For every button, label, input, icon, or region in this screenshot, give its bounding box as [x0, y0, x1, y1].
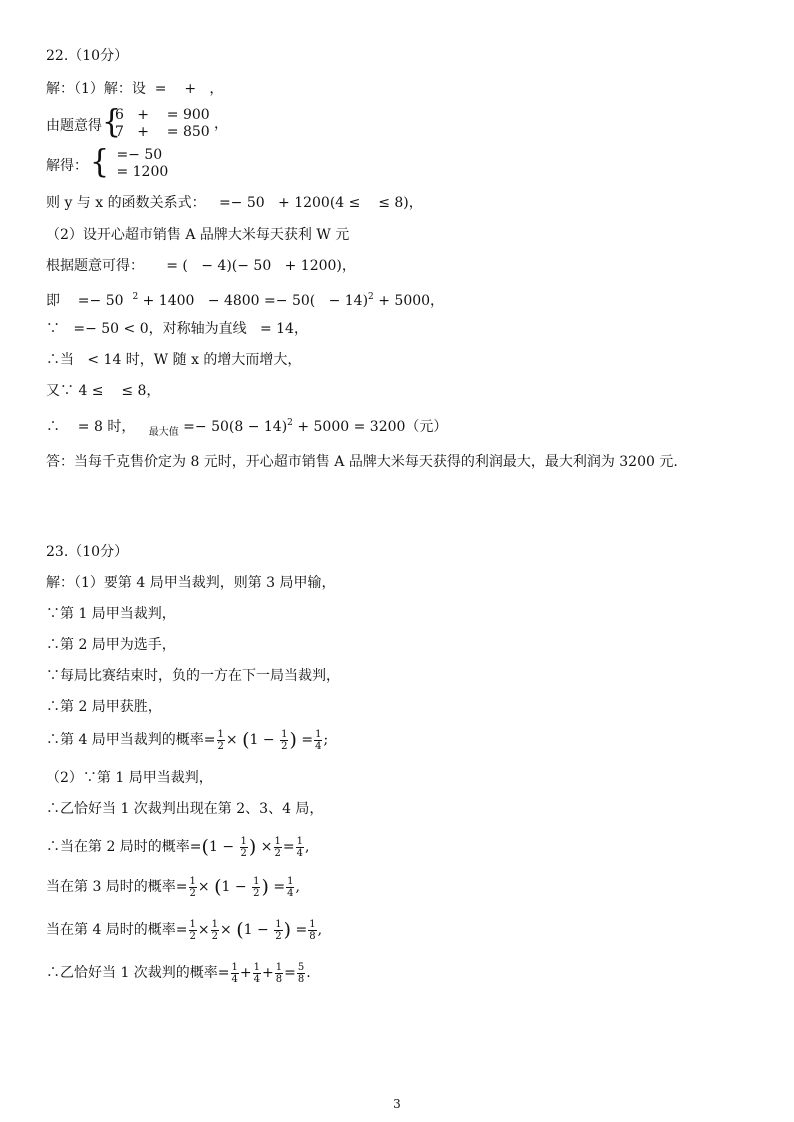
left-brace-icon: {: [90, 144, 110, 181]
fraction: $\frac{1}{2}$: [189, 875, 196, 899]
q23-line-7: （2）∵第 1 局甲当裁判，: [46, 770, 213, 786]
fraction: $\frac{1}{2}$: [253, 875, 260, 899]
fraction: $\frac{1}{2}$: [217, 728, 224, 752]
q23-line-11-probability: 当在第 4 局时的概率= $\frac{1}{2}$ × $\frac{1}{2}$ × (1 − $\frac{1}{2}$ ) = $\frac{1}{8}$ ,: [46, 918, 323, 942]
q22-line-setup: 解：（1）解：设 = + ，: [46, 81, 224, 97]
q23-line-1: 解：（1）要第 4 局甲当裁判，则第 3 局甲输，: [46, 575, 336, 591]
fraction: $\frac{1}{4}$: [296, 835, 303, 859]
q22-header: 22.（10分）: [46, 48, 129, 64]
q23-line-8: ∴乙恰好当 1 次裁判出现在第 2、3、4 局，: [46, 801, 324, 817]
q22-system-1: 由题意得 { 6 + = 900 7 + = 850 ，: [46, 104, 228, 141]
q23-line-5: ∴第 2 局甲获胜，: [46, 699, 162, 715]
q22-line-increase: ∴当 < 14 时，W 随 x 的增大而增大，: [46, 352, 302, 368]
fraction: $\frac{1}{4}$: [315, 728, 322, 752]
q23-line-3: ∴第 2 局甲为选手，: [46, 637, 176, 653]
q22-line-range: 又∵ 4 ≤ ≤ 8，: [46, 383, 161, 399]
q23-line-4: ∵每局比赛结束时，负的一方在下一局当裁判，: [46, 668, 340, 684]
q22-line-part2: （2）设开心超市销售 A 品牌大米每天获利 W 元: [46, 227, 350, 243]
q23-line-6-probability: ∴第 4 局甲当裁判的概率= $\frac{1}{2}$ × (1 − $\frac{1}{2}$ ) = $\frac{1}{4}$ ;: [46, 728, 329, 752]
fraction: $\frac{5}{8}$: [297, 961, 305, 985]
fraction: $\frac{1}{4}$: [287, 875, 294, 899]
system-2-equation-2: = 1200: [112, 164, 169, 180]
system-1-equation-1: 6 + = 900: [115, 107, 210, 123]
page-number: 3: [393, 1097, 401, 1111]
q23-header: 23.（10分）: [46, 544, 129, 560]
q22-line-max: ∴ = 8 时， $_{最大值} =- 50(8 - 14)^2 + 5000 = 3200$（元）: [46, 418, 448, 438]
fraction: $\frac{1}{4}$: [253, 961, 261, 985]
fraction: $\frac{1}{2}$: [275, 918, 282, 942]
system-1-equation-2: 7 + = 850: [115, 124, 210, 140]
fraction: $\frac{1}{8}$: [275, 961, 283, 985]
fraction: $\frac{1}{2}$: [240, 835, 247, 859]
fraction: $\frac{1}{4}$: [231, 961, 238, 985]
q22-line-profit: 根据题意可得： = ( − 4)(− 50 + 1200)，: [46, 258, 356, 274]
system-2-equation-1: =− 50: [112, 147, 163, 163]
q23-line-9-probability: ∴当在第 2 局时的概率=(1 − $\frac{1}{2}$ ) × $\frac{1}{2}$ = $\frac{1}{4}$ ,: [46, 835, 310, 859]
fraction: $\frac{1}{2}$: [281, 728, 288, 752]
q22-line-expand: 即 =− 50 $^2 + 1400 - 4800 =- 50( - 14)^2 + 5000$，: [46, 292, 445, 309]
q23-line-10-probability: 当在第 3 局时的概率= $\frac{1}{2}$ × (1 − $\frac{1}{2}$ ) = $\frac{1}{4}$ ,: [46, 875, 300, 899]
q22-system-2: 解得： { =− 50 = 1200: [46, 144, 169, 181]
fraction: $\frac{1}{2}$: [211, 918, 219, 942]
fraction: $\frac{1}{2}$: [189, 918, 196, 942]
q23-line-2: ∵第 1 局甲当裁判，: [46, 606, 176, 622]
fraction: $\frac{1}{2}$: [274, 835, 281, 859]
left-brace-icon: {: [102, 104, 122, 141]
q23-line-12-probability: ∴乙恰好当 1 次裁判的概率= $\frac{1}{4}$ + $\frac{1}{4}$ + $\frac{1}{8}$ = $\frac{5}{8}$ .: [46, 961, 311, 985]
q22-line-because: ∵ =− 50 < 0，对称轴为直线 = 14，: [46, 321, 308, 337]
q22-answer: 答：当每千克售价定为 8 元时，开心超市销售 A 品牌大米每天获得的利润最大，最大利润为 3200 元.: [46, 454, 678, 470]
q22-line-relation: 则 y 与 x 的函数关系式： =− 50 + 1200(4 ≤ ≤ 8)，: [46, 195, 423, 211]
fraction: $\frac{1}{8}$: [309, 918, 316, 942]
